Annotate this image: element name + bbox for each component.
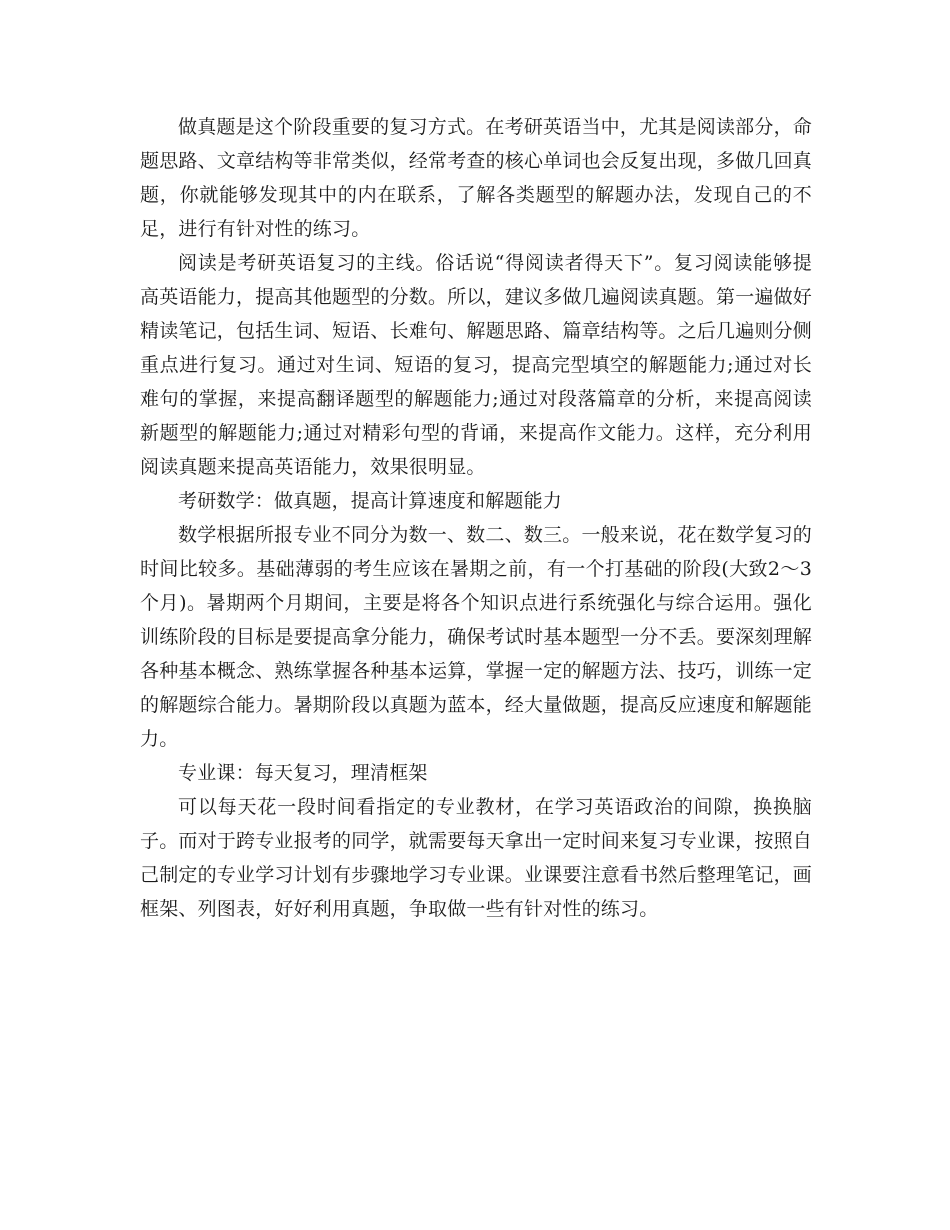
paragraph-past-papers: 做真题是这个阶段重要的复习方式。在考研英语当中，尤其是阅读部分，命题思路、文章结构等非常类似，经常考查的核心单词也会反复出现，多做几回真题，你就能够发现其中的内在联系，了解各类题型的解题办法，发现自己的不足，进行有针对性的练习。 — [140, 116, 813, 240]
paragraph-major-course: 可以每天花一段时间看指定的专业教材，在学习英语政治的间隙，换换脑子。而对于跨专业报考的同学，就需要每天拿出一定时间来复习专业课，按照自己制定的专业学习计划有步骤地学习专业课。业课要注意看书然后整理笔记，画框架、列图表，好好利用真题，争取做一些有针对性的练习。 — [140, 796, 813, 920]
heading-major-course: 专业课：每天复习，理清框架 — [178, 762, 428, 784]
heading-math: 考研数学：做真题，提高计算速度和解题能力 — [178, 490, 563, 512]
paragraph-reading: 阅读是考研英语复习的主线。俗话说“得阅读者得天下”。复习阅读能够提高英语能力，提高其他题型的分数。所以，建议多做几遍阅读真题。第一遍做好精读笔记，包括生词、短语、长难句、解题思路、篇章结构等。之后几遍则分侧重点进行复习。通过对生词、短语的复习，提高完型填空的解题能力;通过对长难句的掌握，来提高翻译题型的解题能力;通过对段落篇章的分析，来提高阅读新题型的解题能力;通过对精彩句型的背诵，来提高作文能力。这样，充分利用阅读真题来提高英语能力，效果很明显。 — [140, 252, 813, 478]
document-page — [140, 110, 812, 926]
paragraph-math: 数学根据所报专业不同分为数一、数二、数三。一般来说，花在数学复习的时间比较多。基础薄弱的考生应该在暑期之前，有一个打基础的阶段(大致2～3个月)。暑期两个月期间，主要是将各个知识点进行系统强化与综合运用。强化训练阶段的目标是要提高拿分能力，确保考试时基本题型一分不丢。要深刻理解各种基本概念、熟练掌握各种基本运算，掌握一定的解题方法、技巧，训练一定的解题综合能力。暑期阶段以真题为蓝本，经大量做题，提高反应速度和解题能力。 — [140, 524, 813, 750]
